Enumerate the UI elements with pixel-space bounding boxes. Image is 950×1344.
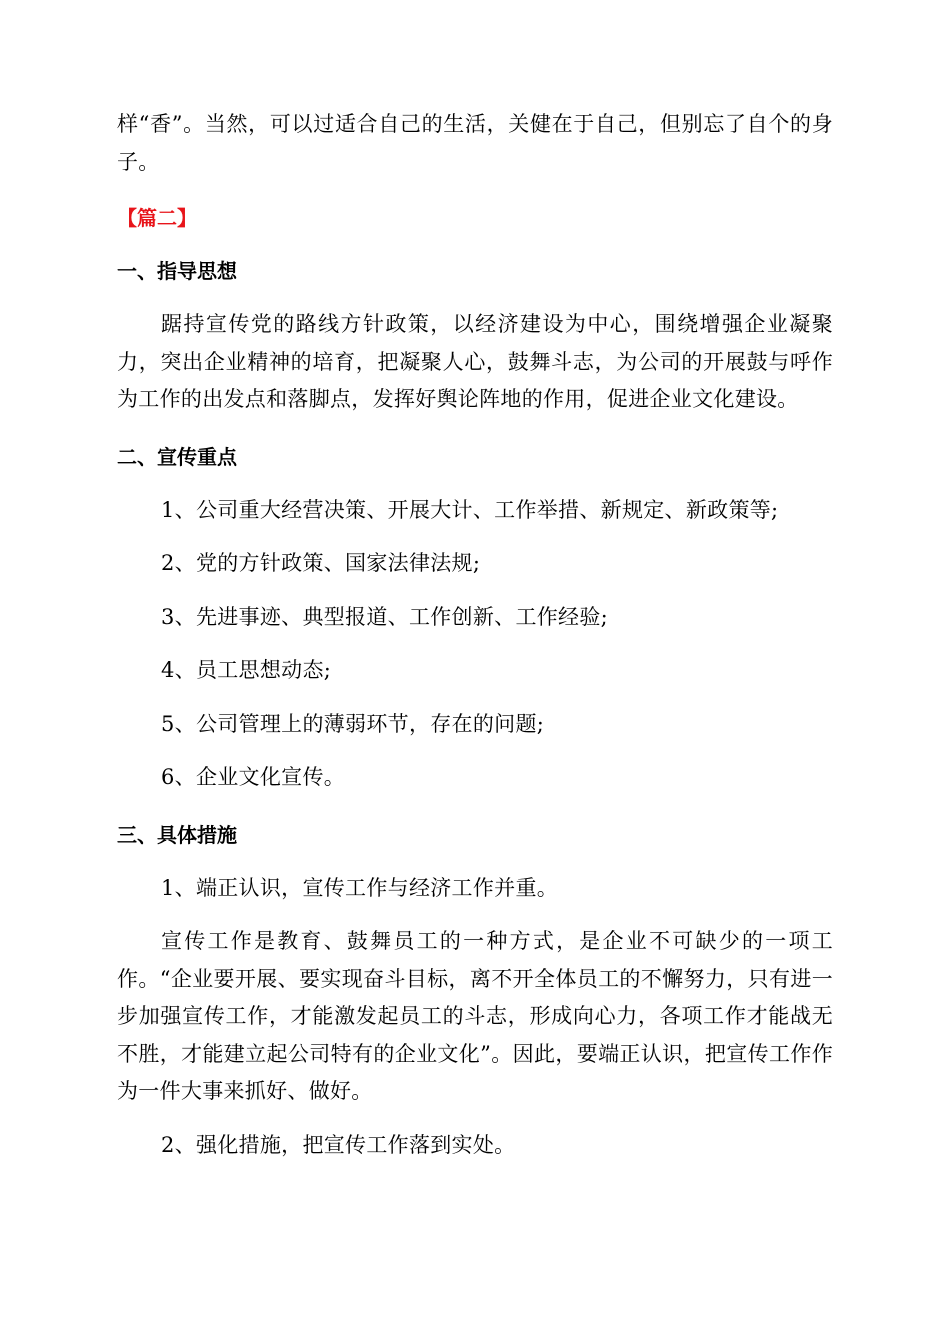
list-item: 3、先进事迹、典型报道、工作创新、工作经验;	[161, 604, 609, 629]
measure-item-1: 1、端正认识，宣传工作与经济工作并重。	[161, 875, 559, 900]
list-item: 6、企业文化宣传。	[161, 765, 346, 789]
list-item: 5、公司管理上的薄弱环节，存在的问题;	[161, 711, 545, 736]
section-title-specific-measures: 三、具体措施	[117, 822, 237, 847]
chapter-title: 【篇二】	[117, 206, 197, 230]
document-page	[117, 106, 833, 1164]
section-title-guiding-ideology: 一、指导思想	[117, 259, 237, 283]
section-title-publicity-focus: 二、宣传重点	[117, 444, 237, 469]
list-item: 2、党的方针政策、国家法律法规;	[161, 551, 481, 575]
guiding-ideology-paragraph: 踞持宣传党的路线方针政策，以经济建设为中心，围绕增强企业凝聚力，突出企业精神的培育，把凝聚人心，鼓舞斗志，为公司的开展鼓与呼作为工作的出发点和落脚点，发挥好舆论阵地的作用，促进企业文化建设。	[117, 312, 833, 411]
measure-item-2: 2、强化措施，把宣传工作落到实处。	[161, 1132, 516, 1157]
list-item: 4、员工思想动态;	[161, 658, 332, 682]
measures-paragraph: 宣传工作是教育、鼓舞员工的一种方式，是企业不可缺少的一项工作。“企业要开展、要实现奋斗目标，离不开全体员工的不懈努力，只有进一步加强宣传工作，才能激发起员工的斗志，形成向心力，各项工作才能战无不胜，才能建立起公司特有的企业文化”。因此，要端正认识，把宣传工作作为一件大事来抓好、做好。	[117, 929, 833, 1103]
list-item: 1、公司重大经营决策、开展大计、工作举措、新规定、新政策等;	[161, 497, 779, 522]
intro-paragraph: 样“香”。当然，可以过适合自己的生活，关健在于自己，但别忘了自个的身子。	[117, 112, 833, 174]
